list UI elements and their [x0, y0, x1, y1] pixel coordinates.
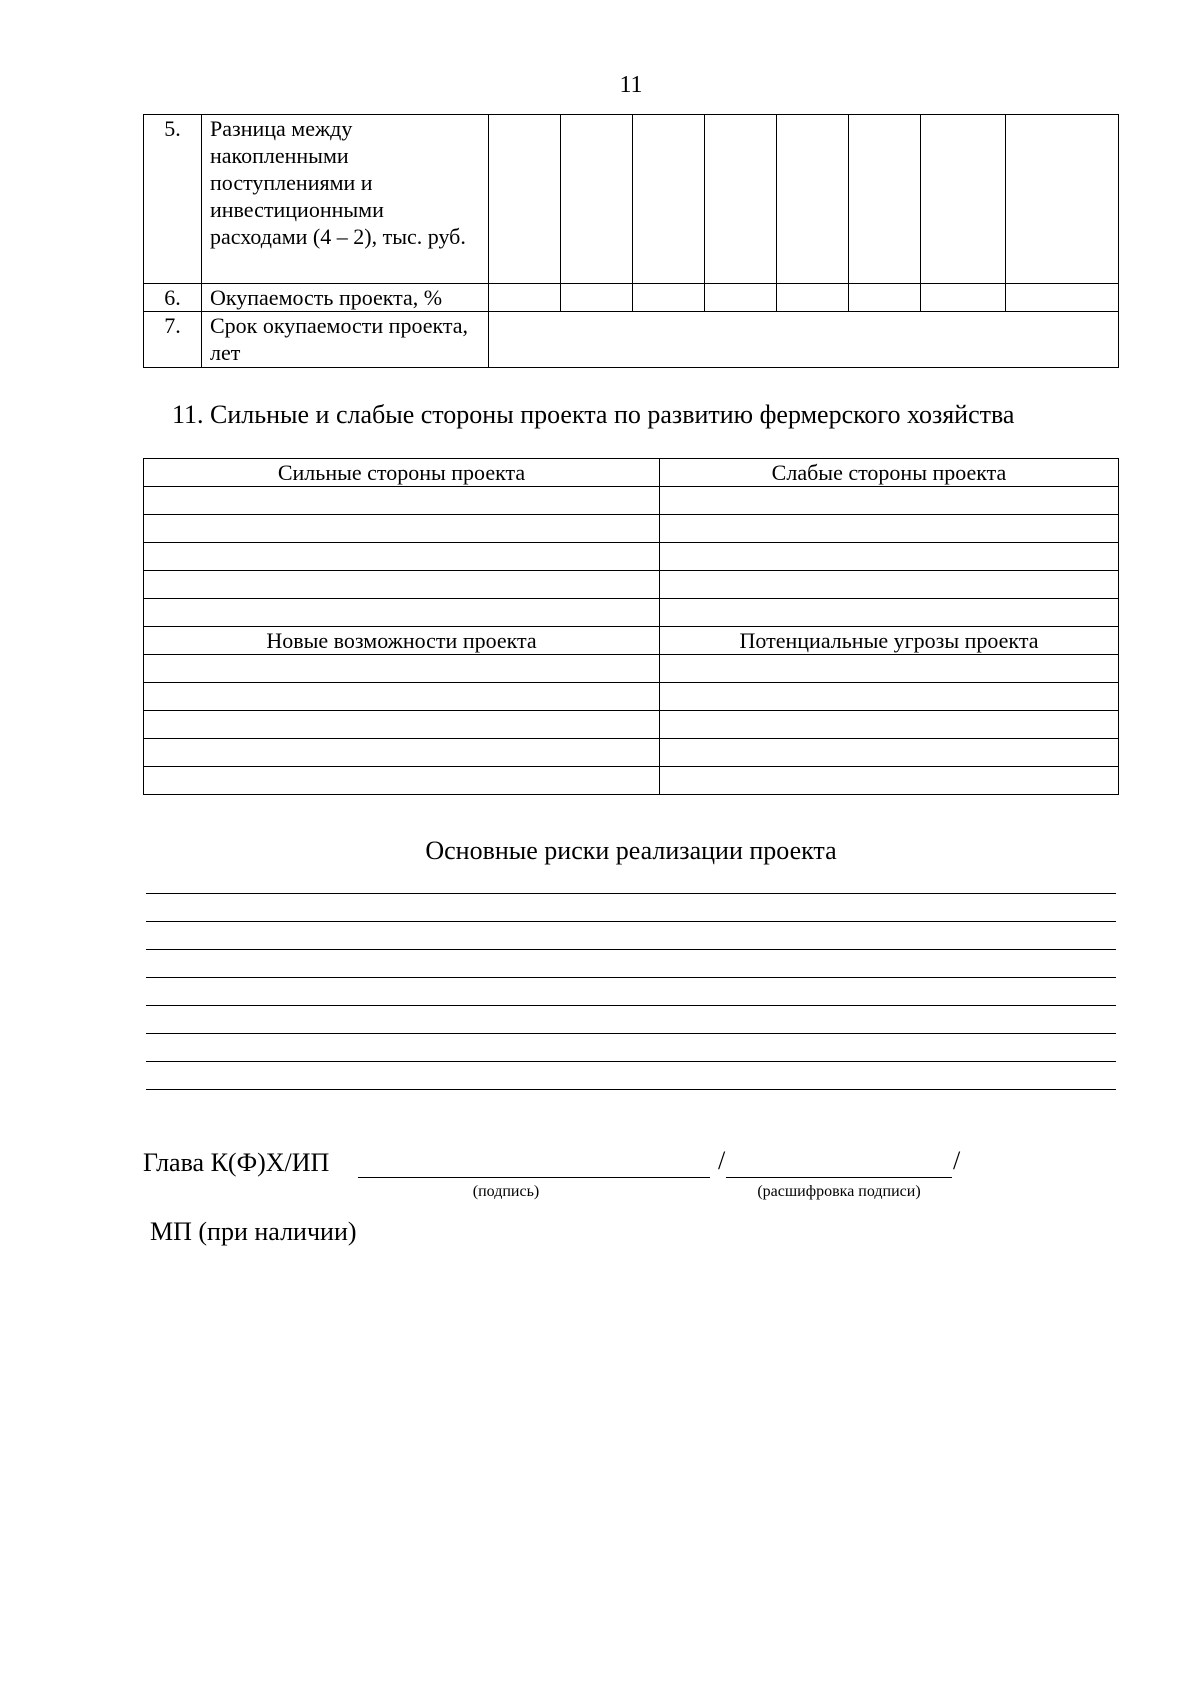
table-row [144, 115, 1119, 284]
value-cell[interactable] [777, 115, 849, 284]
value-cell[interactable] [1006, 115, 1119, 284]
weaknesses-header: Слабые стороны проекта [660, 459, 1119, 487]
table-row [144, 739, 1119, 767]
signature-line[interactable] [358, 1177, 710, 1178]
threat-cell[interactable] [660, 767, 1119, 795]
opportunity-cell[interactable] [144, 655, 660, 683]
table-row [144, 515, 1119, 543]
weakness-cell[interactable] [660, 515, 1119, 543]
table-row [144, 767, 1119, 795]
table-row [144, 599, 1119, 627]
risk-line[interactable] [146, 977, 1116, 978]
risk-line[interactable] [146, 949, 1116, 950]
value-cell[interactable] [489, 115, 561, 284]
opportunity-cell[interactable] [144, 711, 660, 739]
risk-line[interactable] [146, 893, 1116, 894]
strength-cell[interactable] [144, 571, 660, 599]
table-row [144, 711, 1119, 739]
value-cell[interactable] [849, 115, 921, 284]
page-number: 11 [619, 72, 643, 98]
threat-cell[interactable] [660, 655, 1119, 683]
row-number: 5. [144, 115, 202, 284]
table-row [144, 683, 1119, 711]
opportunities-header: Новые возможности проекта [144, 627, 660, 655]
signature-caption: (подпись) [472, 1183, 540, 1200]
table-row [144, 571, 1119, 599]
table-row [144, 312, 1119, 368]
strength-cell[interactable] [144, 515, 660, 543]
value-cell[interactable] [633, 115, 705, 284]
swot-table [143, 458, 1119, 795]
risk-line[interactable] [146, 1061, 1116, 1062]
strengths-header: Сильные стороны проекта [144, 459, 660, 487]
strength-cell[interactable] [144, 599, 660, 627]
value-cell[interactable] [561, 284, 633, 312]
risks-title: Основные риски реализации проекта [425, 836, 837, 865]
table-row [144, 543, 1119, 571]
risk-line[interactable] [146, 1005, 1116, 1006]
table-row [144, 655, 1119, 683]
threats-header: Потенциальные угрозы проекта [660, 627, 1119, 655]
opportunity-cell[interactable] [144, 739, 660, 767]
section-title: 11. Сильные и слабые стороны проекта по развитию фермерского хозяйства [172, 400, 1015, 429]
threat-cell[interactable] [660, 739, 1119, 767]
strength-cell[interactable] [144, 487, 660, 515]
threat-cell[interactable] [660, 683, 1119, 711]
value-cell[interactable] [1006, 284, 1119, 312]
value-cell[interactable] [489, 284, 561, 312]
table-row [144, 284, 1119, 312]
threat-cell[interactable] [660, 711, 1119, 739]
value-cell[interactable] [849, 284, 921, 312]
value-cell[interactable] [921, 115, 1006, 284]
signature-decode-line[interactable] [726, 1177, 952, 1178]
value-cell[interactable] [705, 115, 777, 284]
risk-line[interactable] [146, 1033, 1116, 1034]
value-cell[interactable] [777, 284, 849, 312]
value-cell[interactable] [633, 284, 705, 312]
row-number: 7. [144, 312, 202, 368]
weakness-cell[interactable] [660, 571, 1119, 599]
value-cell[interactable] [489, 312, 1119, 368]
signature-label: Глава К(Ф)Х/ИП [143, 1148, 330, 1177]
strength-cell[interactable] [144, 543, 660, 571]
opportunity-cell[interactable] [144, 683, 660, 711]
risk-line[interactable] [146, 1089, 1116, 1090]
value-cell[interactable] [705, 284, 777, 312]
slash-open: / [718, 1146, 726, 1175]
weakness-cell[interactable] [660, 599, 1119, 627]
row-label: Разница между накопленными поступлениями и инвестиционными расходами (4 – 2), тыс. руб. [202, 115, 489, 284]
opportunity-cell[interactable] [144, 767, 660, 795]
row-label: Окупаемость проекта, % [202, 284, 489, 312]
stamp-label: МП (при наличии) [150, 1217, 357, 1246]
table-row [144, 627, 1119, 655]
weakness-cell[interactable] [660, 543, 1119, 571]
metrics-table [143, 114, 1119, 368]
value-cell[interactable] [921, 284, 1006, 312]
slash-close: / [953, 1146, 961, 1175]
risk-line[interactable] [146, 921, 1116, 922]
decode-caption: (расшифровка подписи) [757, 1183, 921, 1200]
weakness-cell[interactable] [660, 487, 1119, 515]
table-row [144, 459, 1119, 487]
table-row [144, 487, 1119, 515]
value-cell[interactable] [561, 115, 633, 284]
row-number: 6. [144, 284, 202, 312]
row-label: Срок окупаемости проекта, лет [202, 312, 489, 368]
